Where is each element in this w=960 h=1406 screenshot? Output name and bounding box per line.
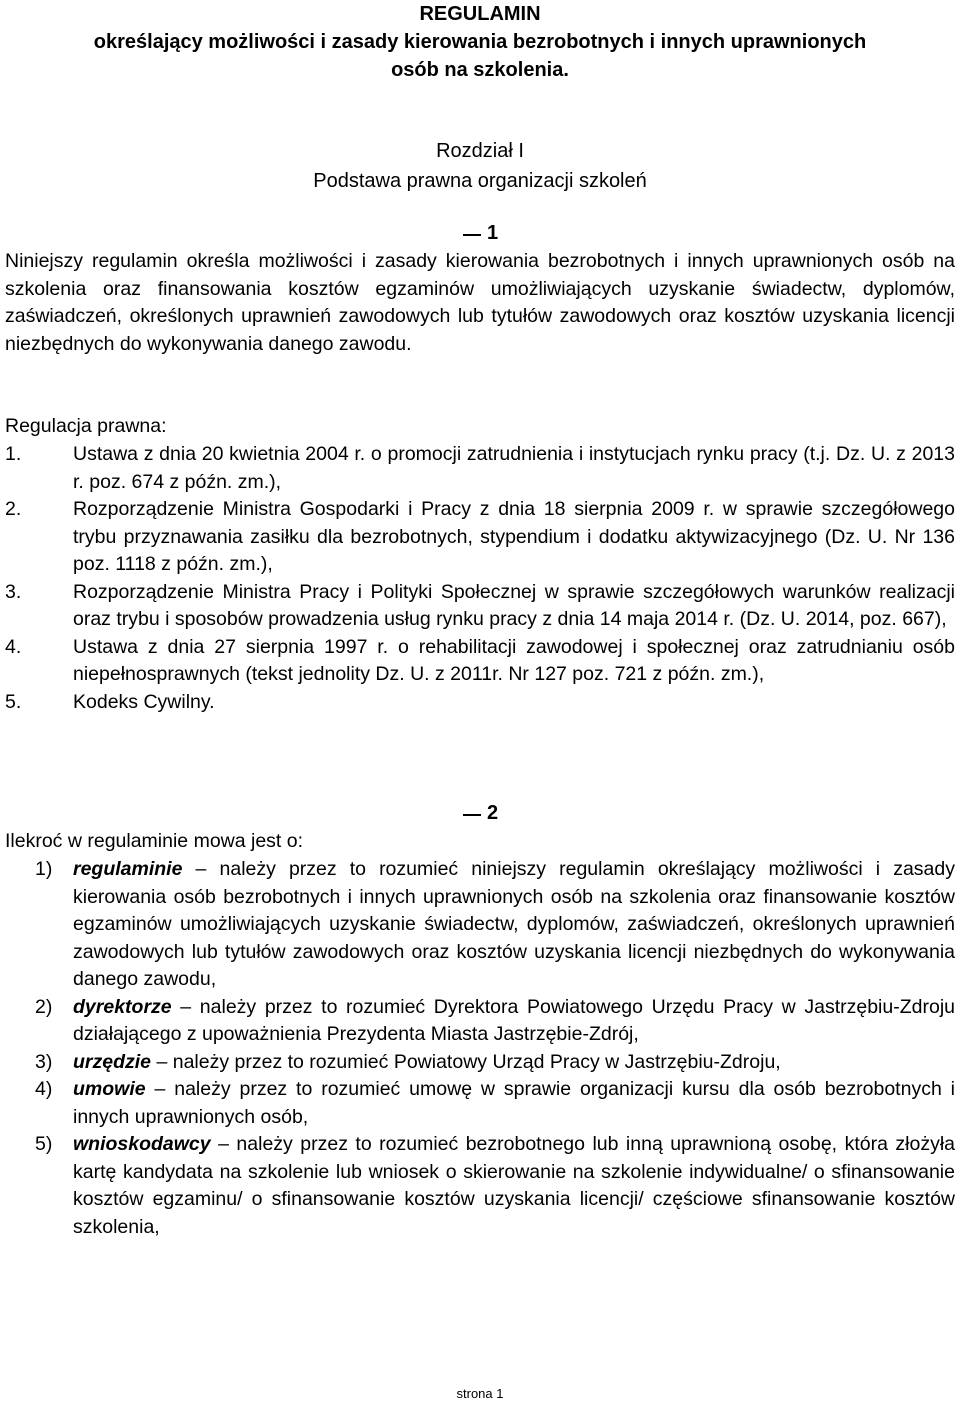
definition-term: urzędzie bbox=[73, 1050, 152, 1073]
list-item-text: Kodeks Cywilny. bbox=[73, 690, 215, 713]
definition-text: należy przez to rozumieć niniejszy regulamin określający możliwości i zasady kierowania osób bezrobotnych i innych uprawnionych osób na szkolenia oraz finansowanie kosztów egzaminów umożliwiających uzyskanie świadectw, dyplomów, zaświadczeń, określonych uprawnień zawodowych lub tytułów zawodowych oraz kosztów uzyskania licencji niezbędnych do wykonywania danego zawodu, bbox=[73, 858, 955, 990]
definition-dash: – bbox=[156, 1050, 168, 1073]
definition-term: umowie bbox=[73, 1078, 146, 1100]
definition-text: należy przez to rozumieć bezrobotnego lub inną uprawnioną osobę, która złożyła kartę kandydata na szkolenie lub wniosek o skierowanie na szkolenie indywidualne/ o sfinansowanie kosztów egzaminu/ o sfinansowanie kosztów uzyskania licencji/ częściowe sfinansowanie kosztów szkolenia, bbox=[73, 1133, 955, 1238]
definition-text: należy przez to rozumieć umowę w sprawie organizacji kursu dla osób bezrobotnych i innych uprawnionych osób, bbox=[73, 1078, 956, 1128]
definition-text: należy przez to rozumieć Dyrektora Powiatowego Urzędu Pracy w Jastrzębiu-Zdroju działającego z upoważnienia Prezydenta Miasta Jastrzębie-Zdrój, bbox=[73, 995, 955, 1045]
list-item-number: 3. bbox=[5, 580, 22, 603]
section-2-intro: Ilekroć w regulaminie mowa jest o: bbox=[5, 830, 304, 852]
definition-number: 4) bbox=[35, 1078, 53, 1100]
document-subtitle-line1: określający możliwości i zasady kierowania bezrobotnych i innych uprawnionych bbox=[93, 31, 867, 53]
list-item-text: Ustawa z dnia 20 kwietnia 2004 r. o promocji zatrudnienia i instytucjach rynku pracy (t.j. Dz. U. z 2013 r. poz. 674 z późn. zm.), bbox=[73, 443, 955, 493]
definition-number: 1) bbox=[35, 858, 53, 880]
document-subtitle-line2: osób na szkolenia. bbox=[391, 59, 569, 81]
definition-item bbox=[5, 856, 955, 994]
definition-term: wnioskodawcy bbox=[73, 1133, 211, 1155]
section-2-heading bbox=[463, 799, 498, 827]
list-item-text: Ustawa z dnia 27 sierpnia 1997 r. o rehabilitacji zawodowej i społecznej oraz zatrudnianiu osób niepełnosprawnych (tekst jednolity Dz. U. z 2011r. Nr 127 poz. 721 z późn. zm.), bbox=[73, 635, 955, 685]
definition-item bbox=[5, 1076, 955, 1131]
definition-number: 3) bbox=[35, 1050, 53, 1073]
section-1-paragraph: Niniejszy regulamin określa możliwości i zasady kierowania bezrobotnych i innych uprawnionych osób na szkolenia oraz finansowania kosztów egzaminów umożliwiających uzyskanie świadectw, dyplomów, zaświadczeń, określonych uprawnień zawodowych lub tytułów zawodowych oraz kosztów uzyskania licencji niezbędnych do wykonywania danego zawodu. bbox=[5, 250, 955, 355]
document-title: REGULAMIN bbox=[419, 3, 541, 25]
list-item-number: 2. bbox=[5, 498, 22, 520]
definition-item bbox=[5, 994, 955, 1049]
list-item bbox=[5, 579, 955, 634]
definition-dash: – bbox=[180, 995, 192, 1018]
chapter-label: Rozdział I bbox=[436, 140, 524, 162]
definition-item bbox=[5, 1049, 955, 1077]
list-item-text: Rozporządzenie Ministra Pracy i Polityki Społecznej w sprawie szczegółowych warunków realizacji oraz trybu i sposobów prowadzenia usług rynku pracy z dnia 14 maja 2014 r. (Dz. U. 2014, poz. 667), bbox=[73, 580, 955, 630]
list-item-text: Rozporządzenie Ministra Gospodarki i Pracy z dnia 18 sierpnia 2009 r. w sprawie szczegółowego trybu przyznawania zasiłku dla bezrobotnych, stypendium i dodatku aktywizacyjnego (Dz. U. Nr 136 poz. 1118 z późn. zm.), bbox=[73, 498, 955, 575]
document-header bbox=[0, 0, 960, 84]
chapter-heading bbox=[0, 136, 960, 196]
list-item bbox=[5, 441, 955, 496]
list-item bbox=[5, 689, 955, 717]
chapter-name: Podstawa prawna organizacji szkoleń bbox=[313, 170, 647, 192]
list-item-number: 5. bbox=[5, 690, 22, 713]
list-item-number: 1. bbox=[5, 443, 22, 465]
list-item-number: 4. bbox=[5, 635, 22, 658]
definition-number: 2) bbox=[35, 995, 53, 1018]
definition-number: 5) bbox=[35, 1133, 53, 1155]
regulation-list bbox=[5, 441, 955, 716]
definitions-list bbox=[5, 856, 955, 1241]
definition-text: należy przez to rozumieć Powiatowy Urząd Pracy w Jastrzębiu-Zdroju, bbox=[172, 1050, 781, 1073]
regulation-label: Regulacja prawna: bbox=[5, 415, 167, 437]
section-1-number: 1 bbox=[487, 222, 499, 244]
definition-term: regulaminie bbox=[73, 858, 183, 880]
list-item bbox=[5, 634, 955, 689]
section-1-heading bbox=[463, 219, 498, 247]
definition-dash: – bbox=[218, 1133, 229, 1155]
page-number: strona 1 bbox=[456, 1386, 504, 1401]
section-2-number: 2 bbox=[487, 802, 499, 824]
definition-item bbox=[5, 1131, 955, 1241]
definition-dash: – bbox=[195, 858, 207, 880]
definition-term: dyrektorze bbox=[73, 995, 172, 1018]
definition-dash: – bbox=[154, 1078, 166, 1100]
list-item bbox=[5, 496, 955, 579]
